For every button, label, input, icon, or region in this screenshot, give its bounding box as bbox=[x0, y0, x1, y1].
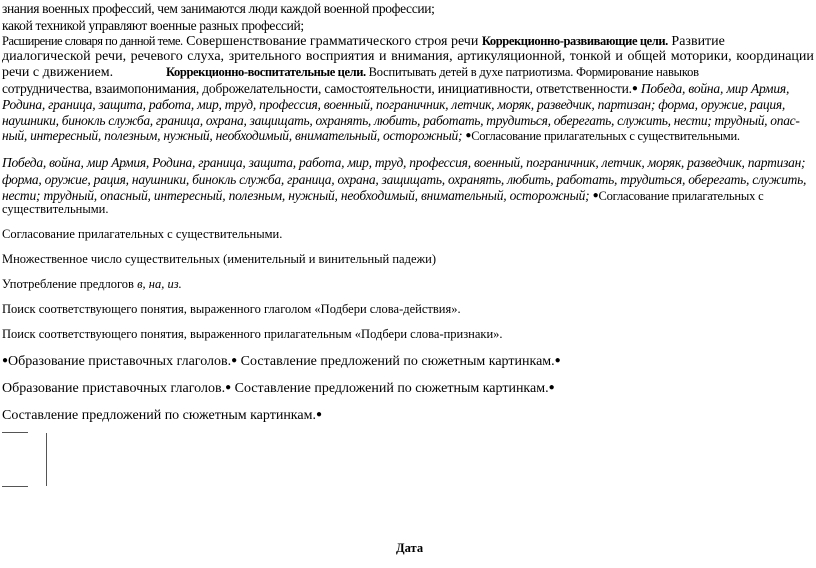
para2-line3-italic: нести; трудный, опасный, интересный, полезным, нужный, необходимый, внимательный, осторожный; bbox=[2, 188, 593, 203]
para-prepositions-text: Употребление предлогов bbox=[2, 277, 138, 291]
header-line-2: какой техникой управляют военные разных профессий; bbox=[2, 18, 304, 33]
bullet-icon: ● bbox=[225, 382, 232, 393]
goals-word: и bbox=[615, 49, 623, 64]
goals-line-3 bbox=[2, 64, 814, 81]
goals-line-5: Родина, граница, защита, работа, мир, труд, профессия, военный, пограничник, летчик, моряк, разведчик, партизан; форма, оружие, рация, bbox=[2, 97, 786, 112]
para-prepositions-italic: в, на, из. bbox=[137, 277, 182, 291]
goals-line3-lead: речи с движением. bbox=[2, 65, 114, 80]
table-rule-vertical bbox=[46, 433, 47, 486]
para-prefix-verbs-2 bbox=[2, 379, 814, 397]
para-picture-sentences bbox=[2, 406, 814, 424]
para9-b: Составление предложений по сюжетным картинкам. bbox=[231, 381, 549, 396]
goals-word: речевого bbox=[130, 49, 183, 64]
para8-a: Образование приставочных глаголов. bbox=[8, 354, 232, 369]
bullet-icon: ● bbox=[315, 409, 323, 420]
para-adjective-agreement: Согласование прилагательных с существительными. bbox=[2, 227, 283, 241]
goals-word: слуха, bbox=[187, 49, 225, 64]
header-line-1: знания военных профессий, чем занимаются люди каждой военной профессии; bbox=[2, 1, 435, 16]
goals-line-2 bbox=[2, 48, 814, 65]
goals-line3-tail: Воспитывать детей в духе патриотизма. Формирование навыков bbox=[365, 65, 699, 79]
goals-word: артикуляционной, bbox=[457, 49, 566, 64]
goals-word: тонкой bbox=[569, 49, 611, 64]
para-verb-search: Поиск соответствующего понятия, выраженного глаголом «Подбери слова-действия». bbox=[2, 302, 461, 316]
goals-word: координации bbox=[736, 49, 814, 64]
para8-b: Составление предложений по сюжетным картинкам. bbox=[237, 354, 555, 369]
goals-line7-italic: ный, интересный, полезным, нужный, необходимый, внимательный, осторожный; bbox=[2, 128, 466, 143]
para9-a: Образование приставочных глаголов. bbox=[2, 381, 226, 396]
goals-mid: Совершенствование грамматического строя речи bbox=[182, 34, 482, 49]
goals-line4-text: сотрудничества, взаимопонимания, доброжелательности, самостоятельности, инициативности, ответственности. bbox=[2, 81, 632, 96]
bullet-icon: ● bbox=[592, 190, 599, 201]
date-label: Дата bbox=[396, 541, 424, 555]
goals-word: диалогической bbox=[2, 49, 91, 64]
goals-word: моторики, bbox=[670, 49, 732, 64]
bullet-icon: ● bbox=[2, 355, 9, 366]
para2-line-1: Победа, война, мир Армия, Родина, граница, защита, работа, мир, труд, профессия, военный, пограничник, летчик, моряк, разведчик, партизан; bbox=[2, 155, 806, 170]
para2-line-2: форма, оружие, рация, наушники, бинокль служба, граница, охрана, защищать, охранять, любить, работать, трудиться, оберегать, служить, bbox=[2, 172, 807, 187]
goals-word: восприятия bbox=[305, 49, 375, 64]
goals-word: общей bbox=[627, 49, 667, 64]
para-plural-nouns: Множественное число существительных (именительный и винительный падежи) bbox=[2, 252, 436, 266]
corrective-educational-heading: Коррекционно-воспитательные цели. bbox=[166, 65, 366, 79]
bullet-icon: ● bbox=[554, 355, 561, 366]
bullet-icon: ● bbox=[231, 355, 238, 366]
goals-line-7 bbox=[2, 127, 814, 145]
goals-word: и bbox=[379, 49, 387, 64]
table-rule-bottom bbox=[2, 486, 28, 487]
goals-line-6: наушники, бинокль служба, граница, охрана, защищать, охранять, любить, работать, трудиться, оберегать, служить, нести; трудный, опас- bbox=[2, 113, 800, 128]
goals-line7-text: Согласование прилагательных с существительными. bbox=[471, 129, 740, 143]
bullet-icon: ● bbox=[631, 83, 638, 94]
goals-lead: Расширение словаря по данной теме. bbox=[2, 34, 183, 48]
para2-line3-text: Согласование прилагательных с bbox=[598, 189, 764, 203]
goals-word: речи, bbox=[95, 49, 127, 64]
para-prefix-verbs-1 bbox=[2, 352, 814, 370]
bullet-icon: ● bbox=[548, 382, 555, 393]
para10-text: Составление предложений по сюжетным картинкам. bbox=[2, 408, 316, 423]
goals-word: внимания, bbox=[391, 49, 453, 64]
para-prepositions bbox=[2, 276, 814, 293]
goals-word: зрительного bbox=[228, 49, 302, 64]
goals-line-4 bbox=[2, 80, 814, 97]
goals-tail: Развитие bbox=[667, 34, 725, 49]
para2-line-4: существительными. bbox=[2, 202, 109, 216]
table-rule-top bbox=[2, 432, 28, 433]
corrective-developmental-heading: Коррекционно-развивающие цели. bbox=[481, 34, 668, 48]
bullet-icon: ● bbox=[465, 130, 472, 141]
goals-line4-italic: Победа, война, мир Армия, bbox=[637, 81, 790, 96]
para-adjective-search: Поиск соответствующего понятия, выраженного прилагательным «Подбери слова-признаки». bbox=[2, 327, 503, 341]
